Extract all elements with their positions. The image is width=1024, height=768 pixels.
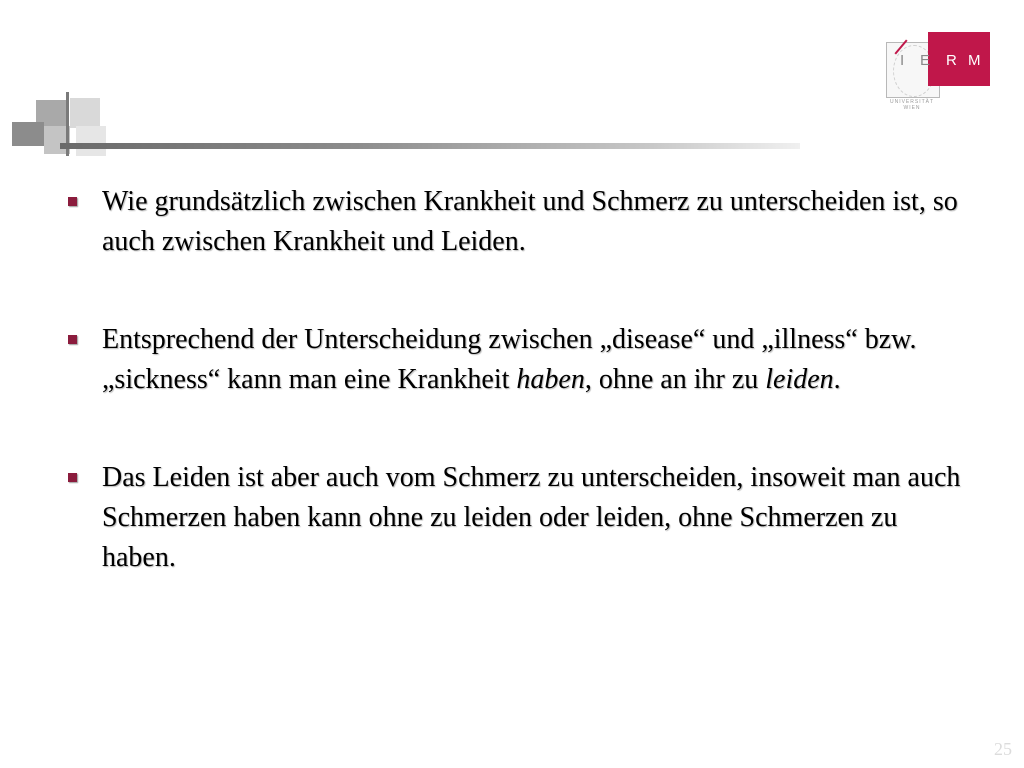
logo-brand-box [928,32,990,86]
deco-square [70,98,100,128]
bullet-text [102,324,917,395]
bullet-square-icon [68,335,77,344]
logo-letter-r: R [946,52,957,69]
bullet-item [64,320,964,400]
header-rule [60,143,800,149]
logo-letter-m: M [968,52,981,69]
slide-content [64,182,964,578]
logo-caption: UNIVERSITÄT WIEN [889,99,935,111]
bullet-item [64,458,964,578]
ierm-logo [886,30,992,111]
page-number: 25 [994,739,1012,759]
logo-letter-e: E [920,52,931,69]
bullet-text-segment: , ohne an ihr zu [584,364,766,395]
bullet-text: Wie grundsätzlich zwischen Krankheit und Schmerz zu unterscheiden ist, so auch zwischen Krankheit und Leiden. [102,186,958,257]
emphasis-haben: haben [516,364,585,395]
bullet-item [64,182,964,262]
bullet-text: Das Leiden ist aber auch vom Schmerz zu unterscheiden, insoweit man auch Schmerzen haben kann ohne zu leiden oder leiden, ohne Schmerzen zu haben. [102,462,961,573]
bullet-text-segment: Entsprechend der Unterscheidung zwischen „disease“ und „illness“ bzw. „sickness“ kann man eine Krankheit [102,324,917,395]
deco-square [12,122,44,146]
bullet-square-icon [68,473,77,482]
deco-square [76,126,106,156]
bullet-square-icon [68,197,77,206]
bullet-text-segment: . [833,364,841,395]
emphasis-leiden: leiden [765,364,834,395]
logo-letter-i: I [900,52,905,69]
